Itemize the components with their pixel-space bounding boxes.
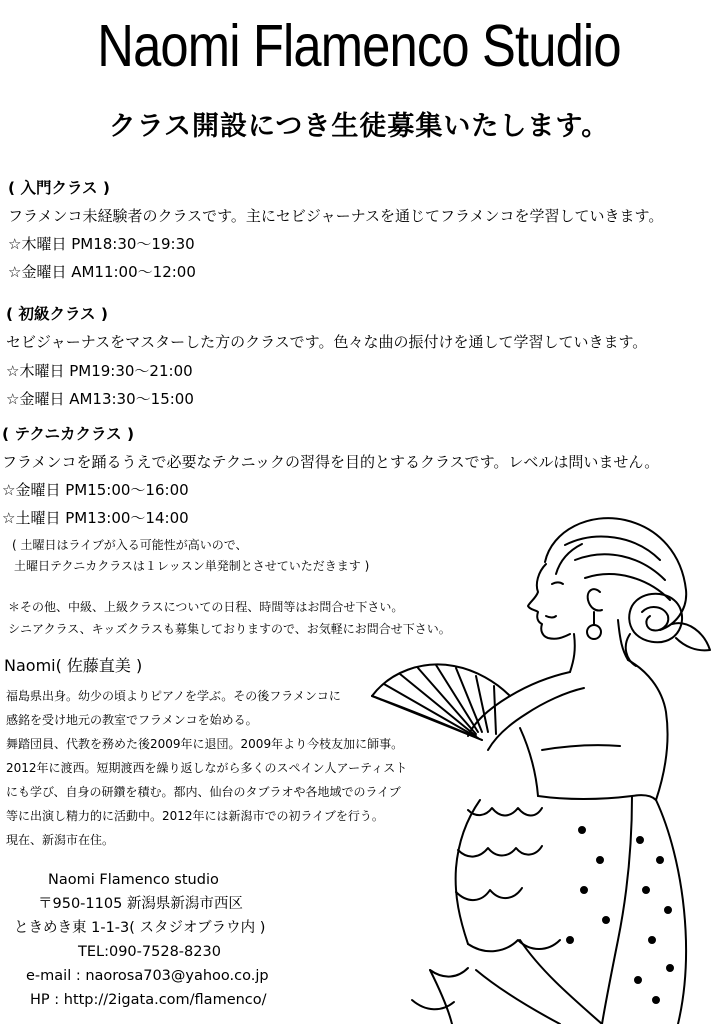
schedule-item: ☆金曜日 AM11:00〜12:00: [8, 263, 196, 281]
class-description-elementary: セビジャーナスをマスターした方のクラスです。色々な曲の振付けを通して学習していきます。: [6, 333, 648, 351]
saturday-note-line: ( 土曜日はライブが入る可能性が高いので、: [12, 538, 248, 552]
bio-line: 2012年に渡西。短期渡西を繰り返しながら多くのスペイン人アーティスト: [6, 761, 408, 775]
class-heading-beginner: ( 入門クラス ): [8, 179, 110, 197]
class-description-beginner: フラメンコ未経験者のクラスです。主にセビジャーナスを通じてフラメンコを学習していきます。: [8, 207, 664, 225]
bio-line: 福島県出身。幼少の頃よりピアノを学ぶ。その後フラメンコに: [6, 689, 341, 703]
schedule-item: ☆金曜日 PM15:00〜16:00: [2, 481, 189, 499]
note-line: ＊その他、中級、上級クラスについての日程、時間等はお問合せ下さい。: [8, 600, 404, 614]
page-title: Naomi Flamenco Studio: [97, 13, 621, 79]
bio-line: 感銘を受け地元の教室でフラメンコを始める。: [6, 713, 258, 727]
page-subtitle: クラス開設につき生徒募集いたします。: [108, 111, 610, 142]
bio-name: Naomi( 佐藤直美 ): [4, 656, 143, 675]
contact-email: e-mail : naorosa703@yahoo.co.jp: [26, 968, 269, 984]
contact-address: 〒950-1105 新潟県新潟市西区: [38, 896, 243, 912]
contact-address-detail: ときめき東 1-1-3( スタジオブラウ内 ): [14, 920, 266, 936]
bio-line: 舞踏団員、代教を務めた後2009年に退団。2009年より今枝友加に師事。: [6, 737, 404, 751]
schedule-item: ☆木曜日 PM18:30〜19:30: [8, 235, 195, 253]
saturday-note-line: 土曜日テクニカクラスは１レッスン単発制とさせていただきます ): [14, 559, 370, 573]
bio-line: にも学び、自身の研鑽を積む。都内、仙台のタブラオや各地域でのライブ: [6, 785, 401, 799]
contact-homepage: HP : http://2igata.com/flamenco/: [30, 992, 267, 1008]
bio-line: 現在、新潟市在住。: [6, 833, 115, 847]
flamenco-dancer-illustration: [370, 500, 718, 1024]
contact-studio-name: Naomi Flamenco studio: [48, 872, 219, 888]
schedule-item: ☆土曜日 PM13:00〜14:00: [2, 509, 189, 527]
class-heading-technique: ( テクニカクラス ): [2, 425, 135, 443]
contact-phone: TEL:090-7528-8230: [78, 944, 221, 960]
bio-line: 等に出演し精力的に活動中。2012年には新潟市での初ライブを行う。: [6, 809, 384, 823]
note-line: シニアクラス、キッズクラスも募集しておりますので、お気軽にお問合せ下さい。: [8, 622, 451, 636]
schedule-item: ☆木曜日 PM19:30〜21:00: [6, 362, 193, 380]
schedule-item: ☆金曜日 AM13:30〜15:00: [6, 390, 194, 408]
class-heading-elementary: ( 初級クラス ): [6, 305, 108, 323]
class-description-technique: フラメンコを踊るうえで必要なテクニックの習得を目的とするクラスです。レベルは問いません。: [2, 453, 660, 471]
